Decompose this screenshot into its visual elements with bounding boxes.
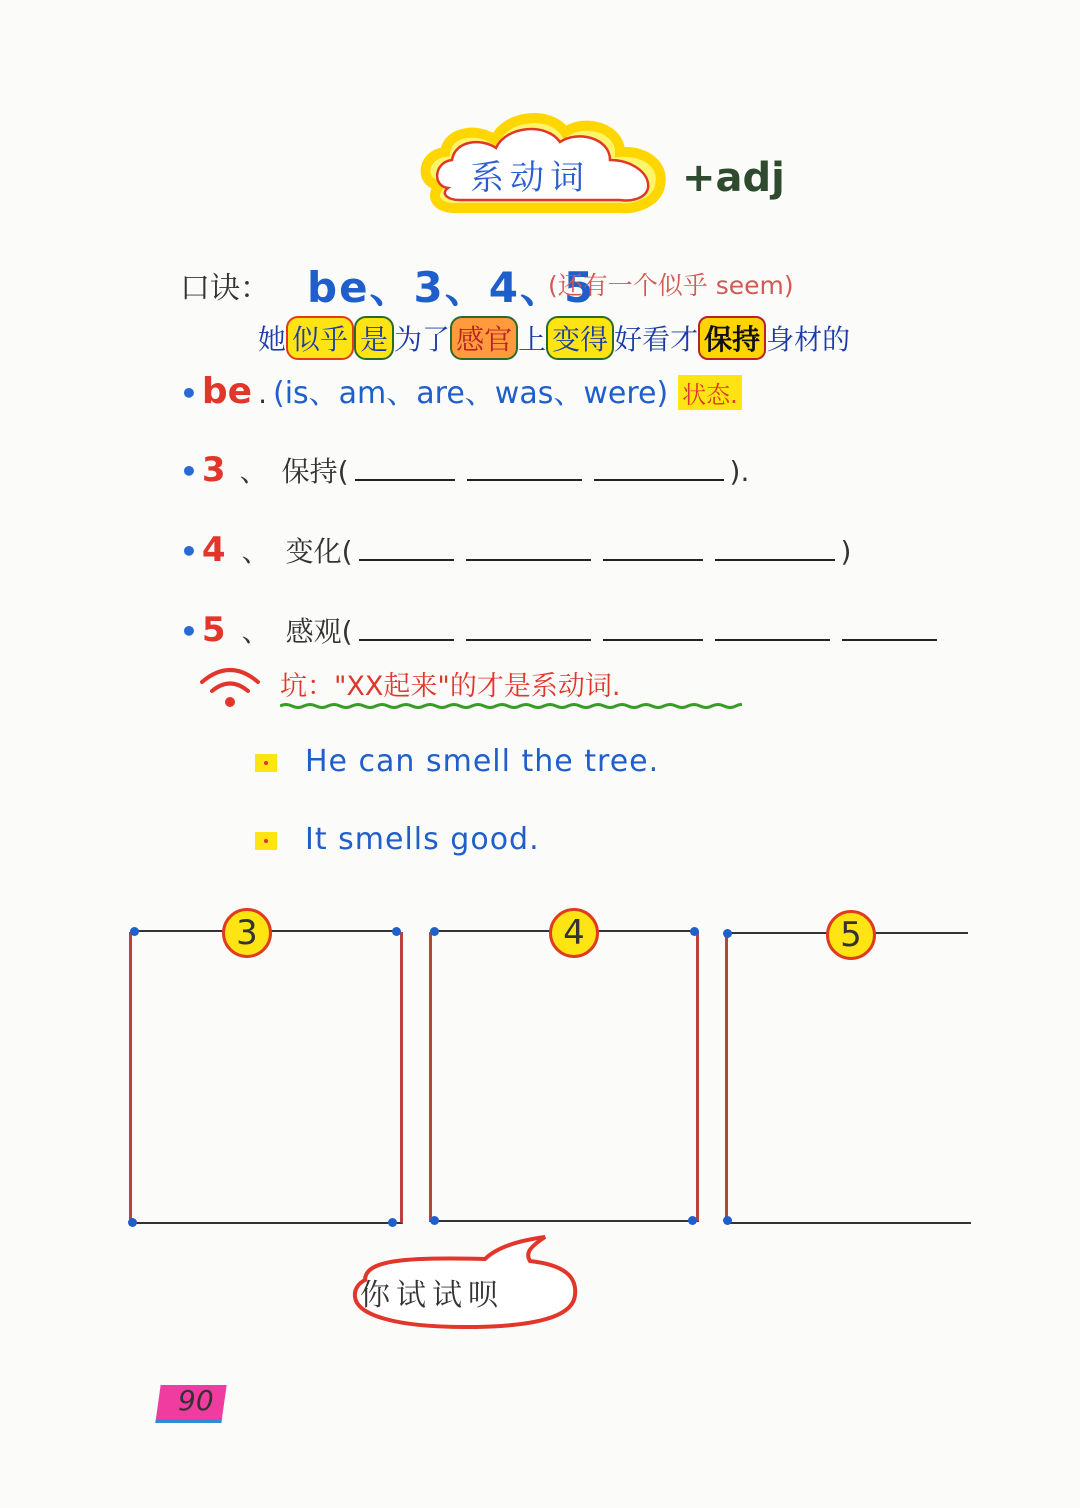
row-5-sep: 、 [241, 615, 270, 648]
practice-box[interactable] [725, 934, 971, 1224]
row-4-num: 4 [201, 530, 226, 570]
corner-dot [430, 1216, 439, 1225]
blank-line[interactable] [842, 613, 937, 641]
blank-line[interactable] [467, 453, 582, 481]
corner-dot [392, 927, 401, 936]
page-number: 90 [178, 1384, 214, 1417]
mnemonic-formula: be、3、4、5 [307, 263, 596, 312]
hint-part: 为了 [394, 323, 451, 356]
hint-highlight: 是 [354, 316, 394, 360]
pit-underline [280, 703, 742, 709]
pit-warning: 坑："XX起来"的才是系动词. [280, 671, 621, 702]
practice-box[interactable] [429, 932, 699, 1222]
hint-part: 她 [258, 323, 287, 356]
blank-line[interactable] [715, 533, 835, 561]
signal-icon [198, 664, 262, 710]
row-be-sep: . [258, 377, 267, 410]
blank-line[interactable] [603, 533, 703, 561]
box-badge: 5 [826, 910, 876, 960]
row-be-tag: 状态. [678, 375, 742, 410]
row-3-num: 3 [201, 450, 226, 490]
mnemonic-hint [258, 316, 850, 360]
corner-dot [128, 1218, 137, 1227]
blank-line[interactable] [466, 533, 591, 561]
hint-part: 上 [518, 323, 547, 356]
blank-line[interactable] [594, 453, 724, 481]
mnemonic-note: (还有一个似乎 seem) [548, 271, 794, 300]
bullet-square-icon [255, 754, 277, 772]
blank-line[interactable] [359, 613, 454, 641]
blank-line[interactable] [466, 613, 591, 641]
bullet-square-icon [255, 832, 277, 850]
row-be-label: be [201, 371, 253, 412]
row-3-label: 保持( [281, 455, 349, 488]
corner-dot [723, 929, 732, 938]
hint-part: 好看才 [614, 323, 699, 356]
hint-part: 身材的 [766, 323, 851, 356]
row-3-end: ). [729, 455, 750, 488]
row-3 [180, 450, 749, 490]
box-badge: 4 [549, 908, 599, 958]
row-5 [180, 610, 943, 650]
row-3-sep: 、 [239, 455, 268, 488]
hint-highlight: 感官 [450, 316, 518, 360]
row-5-label: 感观( [285, 615, 353, 648]
mnemonic-label: 口诀： [180, 271, 270, 306]
bullet-dot: • [180, 377, 198, 410]
row-4-label: 变化( [285, 535, 353, 568]
blank-line[interactable] [603, 613, 703, 641]
blank-line[interactable] [359, 533, 454, 561]
row-4-sep: 、 [241, 535, 270, 568]
example-text: He can smell the tree. [305, 744, 660, 779]
corner-dot [723, 1216, 732, 1225]
corner-dot [130, 927, 139, 936]
title-suffix: +adj [682, 155, 785, 201]
row-4-end: ) [840, 535, 852, 568]
hint-highlight: 保持 [698, 316, 766, 360]
row-be-forms: (is、am、are、was、were) [273, 376, 669, 411]
example-text: It smells good. [305, 822, 540, 857]
practice-box[interactable] [129, 932, 403, 1224]
row-5-num: 5 [201, 610, 226, 650]
corner-dot [388, 1218, 397, 1227]
corner-dot [430, 927, 439, 936]
corner-dot [688, 1216, 697, 1225]
blank-line[interactable] [715, 613, 830, 641]
bullet-dot: • [180, 455, 198, 488]
row-be [180, 368, 742, 412]
corner-dot [690, 927, 699, 936]
blank-line[interactable] [355, 453, 455, 481]
bullet-dot: • [180, 535, 198, 568]
bubble-text: 你试试呗 [360, 1278, 504, 1313]
hint-highlight: 变得 [546, 316, 614, 360]
bullet-dot: • [180, 615, 198, 648]
row-4 [180, 530, 851, 570]
title-text: 系动词 [470, 158, 590, 198]
example-sentence [255, 822, 540, 857]
hint-highlight: 似乎 [286, 316, 354, 360]
box-badge: 3 [222, 908, 272, 958]
example-sentence [255, 744, 659, 779]
